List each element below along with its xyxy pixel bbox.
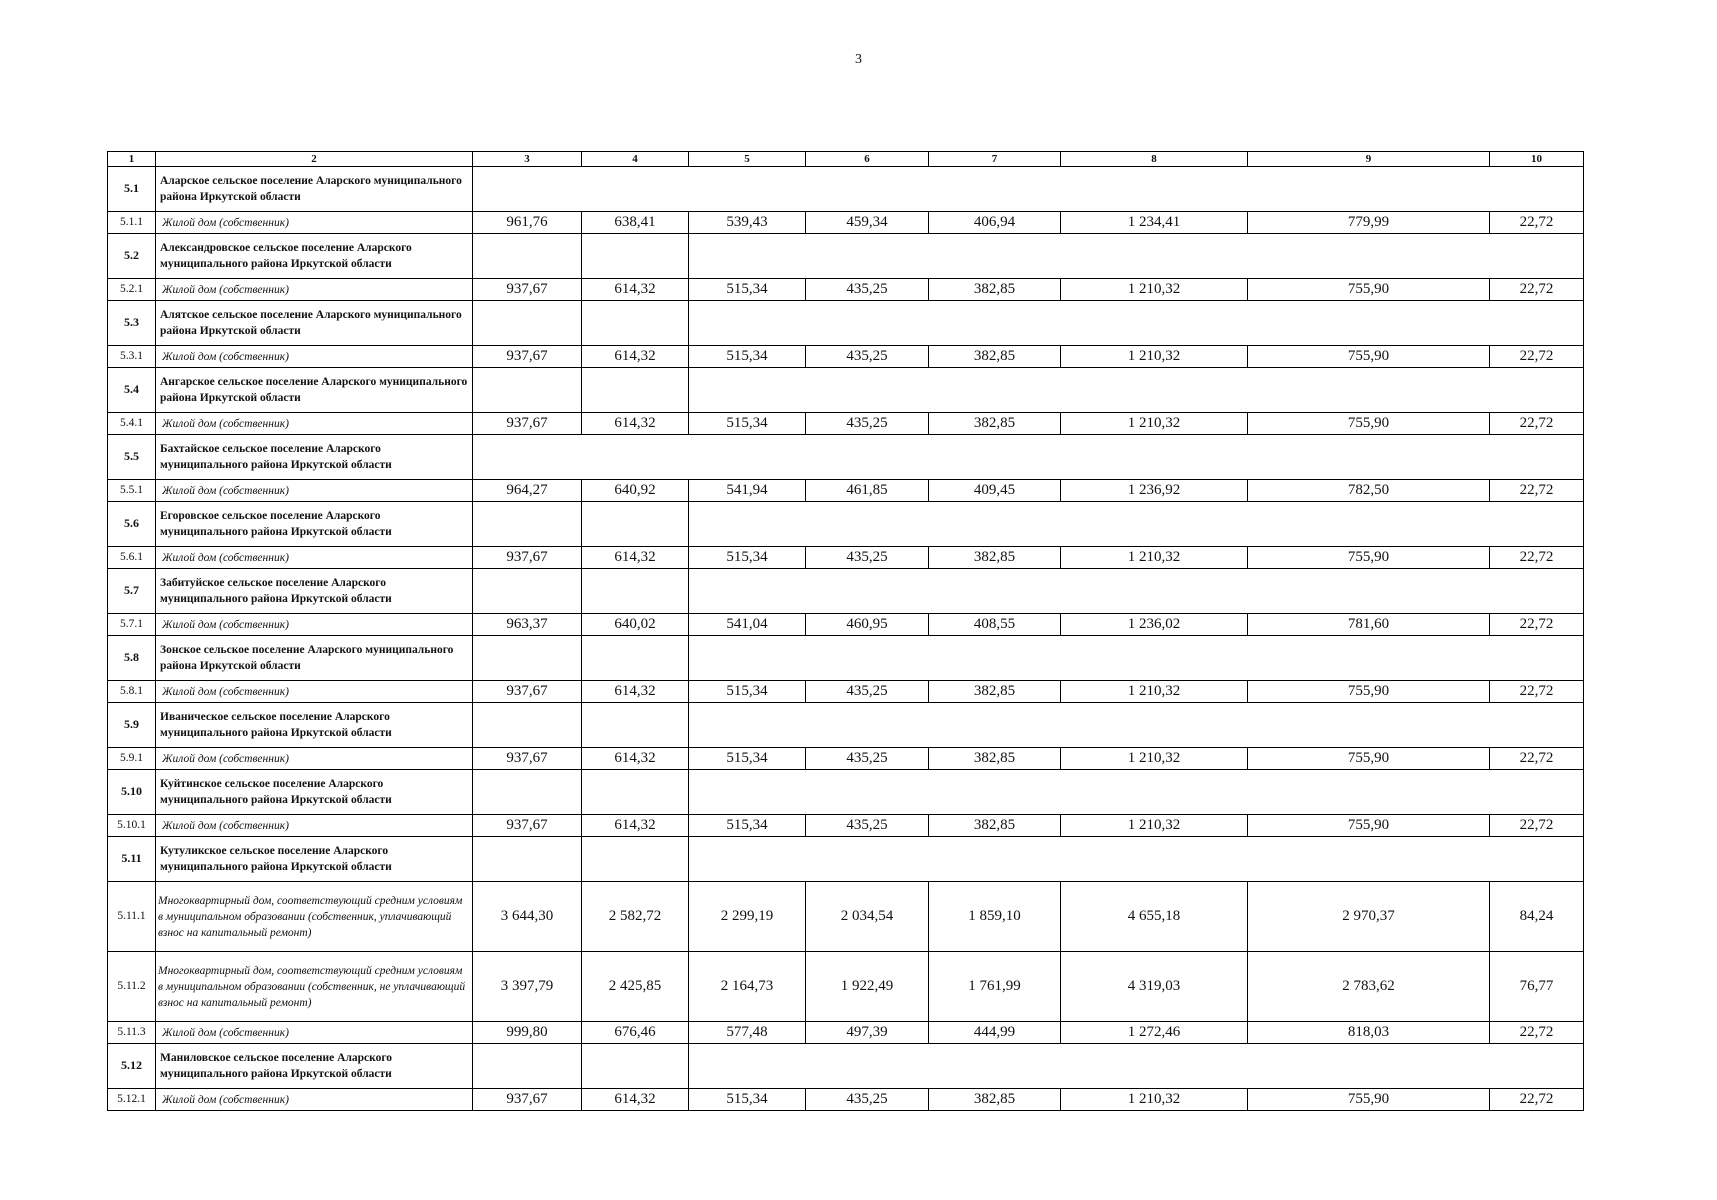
value-cell: 406,94	[929, 212, 1061, 234]
value-cell: 22,72	[1490, 681, 1584, 703]
value-cell: 461,85	[806, 480, 929, 502]
item-row	[108, 413, 1584, 435]
item-row	[108, 748, 1584, 770]
value-cell: 1 210,32	[1061, 1089, 1248, 1111]
value-cell: 22,72	[1490, 413, 1584, 435]
value-cell: 435,25	[806, 748, 929, 770]
item-title: Жилой дом (собственник)	[156, 748, 473, 770]
section-row	[108, 770, 1584, 815]
empty-cell	[582, 569, 689, 614]
value-cell: 435,25	[806, 279, 929, 301]
section-code: 5.3	[108, 301, 156, 346]
empty-cell	[582, 1044, 689, 1089]
value-cell: 755,90	[1248, 346, 1490, 368]
section-title: Александровское сельское поселение Аларского муниципального района Иркутской области	[156, 234, 473, 279]
section-row	[108, 435, 1584, 480]
section-title: Кутуликское сельское поселение Аларского муниципального района Иркутской области	[156, 837, 473, 882]
value-cell: 2 970,37	[1248, 882, 1490, 952]
value-cell: 937,67	[473, 1089, 582, 1111]
section-title: Иваническое сельское поселение Аларского муниципального района Иркутской области	[156, 703, 473, 748]
item-code: 5.11.1	[108, 882, 156, 952]
section-row	[108, 167, 1584, 212]
value-cell: 1 210,32	[1061, 413, 1248, 435]
value-cell: 937,67	[473, 748, 582, 770]
section-title: Маниловское сельское поселение Аларского муниципального района Иркутской области	[156, 1044, 473, 1089]
value-cell: 1 234,41	[1061, 212, 1248, 234]
value-cell: 614,32	[582, 547, 689, 569]
value-cell: 937,67	[473, 346, 582, 368]
value-cell: 577,48	[689, 1022, 806, 1044]
value-cell: 22,72	[1490, 815, 1584, 837]
value-cell: 541,04	[689, 614, 806, 636]
empty-cell	[689, 368, 1584, 413]
section-row	[108, 301, 1584, 346]
item-row	[108, 1022, 1584, 1044]
empty-cell	[582, 502, 689, 547]
item-title: Жилой дом (собственник)	[156, 1022, 473, 1044]
value-cell: 755,90	[1248, 1089, 1490, 1111]
item-row	[108, 212, 1584, 234]
value-cell: 76,77	[1490, 952, 1584, 1022]
value-cell: 541,94	[689, 480, 806, 502]
empty-cell	[582, 234, 689, 279]
value-cell: 964,27	[473, 480, 582, 502]
value-cell: 1 922,49	[806, 952, 929, 1022]
value-cell: 1 210,32	[1061, 279, 1248, 301]
item-row	[108, 346, 1584, 368]
empty-cell	[689, 837, 1584, 882]
value-cell: 755,90	[1248, 748, 1490, 770]
column-header: 7	[929, 152, 1061, 167]
value-cell: 1 210,32	[1061, 547, 1248, 569]
section-row	[108, 234, 1584, 279]
value-cell: 22,72	[1490, 279, 1584, 301]
section-title: Бахтайское сельское поселение Аларского муниципального района Иркутской области	[156, 435, 473, 480]
section-title: Егоровское сельское поселение Аларского муниципального района Иркутской области	[156, 502, 473, 547]
item-code: 5.11.3	[108, 1022, 156, 1044]
value-cell: 1 210,32	[1061, 748, 1248, 770]
section-code: 5.7	[108, 569, 156, 614]
value-cell: 382,85	[929, 1089, 1061, 1111]
item-code: 5.10.1	[108, 815, 156, 837]
item-code: 5.8.1	[108, 681, 156, 703]
value-cell: 515,34	[689, 279, 806, 301]
value-cell: 22,72	[1490, 346, 1584, 368]
item-row	[108, 279, 1584, 301]
value-cell: 755,90	[1248, 413, 1490, 435]
section-title: Аларское сельское поселение Аларского муниципального района Иркутской области	[156, 167, 473, 212]
value-cell: 818,03	[1248, 1022, 1490, 1044]
empty-cell	[582, 703, 689, 748]
section-code: 5.10	[108, 770, 156, 815]
value-cell: 640,02	[582, 614, 689, 636]
value-cell: 460,95	[806, 614, 929, 636]
tariff-table	[107, 151, 1584, 1111]
section-row	[108, 502, 1584, 547]
value-cell: 1 210,32	[1061, 681, 1248, 703]
empty-cell	[473, 837, 582, 882]
item-row	[108, 614, 1584, 636]
section-code: 5.5	[108, 435, 156, 480]
empty-cell	[473, 167, 1584, 212]
section-row	[108, 368, 1584, 413]
value-cell: 22,72	[1490, 748, 1584, 770]
item-title: Жилой дом (собственник)	[156, 212, 473, 234]
value-cell: 937,67	[473, 279, 582, 301]
value-cell: 515,34	[689, 815, 806, 837]
item-title: Жилой дом (собственник)	[156, 413, 473, 435]
value-cell: 614,32	[582, 346, 689, 368]
empty-cell	[473, 770, 582, 815]
empty-cell	[473, 368, 582, 413]
empty-cell	[582, 770, 689, 815]
value-cell: 382,85	[929, 681, 1061, 703]
value-cell: 937,67	[473, 547, 582, 569]
value-cell: 3 397,79	[473, 952, 582, 1022]
empty-cell	[582, 368, 689, 413]
value-cell: 382,85	[929, 748, 1061, 770]
value-cell: 382,85	[929, 413, 1061, 435]
value-cell: 1 761,99	[929, 952, 1061, 1022]
value-cell: 382,85	[929, 547, 1061, 569]
value-cell: 2 425,85	[582, 952, 689, 1022]
header-row	[108, 152, 1584, 167]
section-row	[108, 837, 1584, 882]
value-cell: 755,90	[1248, 681, 1490, 703]
value-cell: 382,85	[929, 346, 1061, 368]
value-cell: 515,34	[689, 748, 806, 770]
empty-cell	[689, 770, 1584, 815]
empty-cell	[473, 234, 582, 279]
value-cell: 444,99	[929, 1022, 1061, 1044]
value-cell: 937,67	[473, 681, 582, 703]
value-cell: 1 859,10	[929, 882, 1061, 952]
value-cell: 782,50	[1248, 480, 1490, 502]
value-cell: 3 644,30	[473, 882, 582, 952]
value-cell: 614,32	[582, 681, 689, 703]
column-header: 4	[582, 152, 689, 167]
empty-cell	[582, 301, 689, 346]
empty-cell	[473, 1044, 582, 1089]
value-cell: 539,43	[689, 212, 806, 234]
column-header: 1	[108, 152, 156, 167]
section-code: 5.4	[108, 368, 156, 413]
section-code: 5.2	[108, 234, 156, 279]
value-cell: 1 236,02	[1061, 614, 1248, 636]
empty-cell	[473, 435, 1584, 480]
value-cell: 779,99	[1248, 212, 1490, 234]
empty-cell	[689, 234, 1584, 279]
value-cell: 4 655,18	[1061, 882, 1248, 952]
value-cell: 515,34	[689, 413, 806, 435]
value-cell: 1 210,32	[1061, 346, 1248, 368]
section-row	[108, 1044, 1584, 1089]
value-cell: 640,92	[582, 480, 689, 502]
value-cell: 435,25	[806, 547, 929, 569]
item-code: 5.4.1	[108, 413, 156, 435]
value-cell: 937,67	[473, 413, 582, 435]
section-code: 5.8	[108, 636, 156, 681]
section-code: 5.12	[108, 1044, 156, 1089]
value-cell: 22,72	[1490, 212, 1584, 234]
value-cell: 22,72	[1490, 480, 1584, 502]
item-title: Жилой дом (собственник)	[156, 480, 473, 502]
item-row	[108, 882, 1584, 952]
item-code: 5.11.2	[108, 952, 156, 1022]
value-cell: 435,25	[806, 346, 929, 368]
value-cell: 638,41	[582, 212, 689, 234]
section-title: Куйтинское сельское поселение Аларского муниципального района Иркутской области	[156, 770, 473, 815]
empty-cell	[473, 301, 582, 346]
section-title: Забитуйское сельское поселение Аларского муниципального района Иркутской области	[156, 569, 473, 614]
item-row	[108, 952, 1584, 1022]
section-row	[108, 703, 1584, 748]
item-title: Жилой дом (собственник)	[156, 681, 473, 703]
value-cell: 435,25	[806, 681, 929, 703]
empty-cell	[689, 1044, 1584, 1089]
value-cell: 515,34	[689, 1089, 806, 1111]
value-cell: 1 210,32	[1061, 815, 1248, 837]
column-header: 2	[156, 152, 473, 167]
empty-cell	[689, 703, 1584, 748]
value-cell: 614,32	[582, 279, 689, 301]
column-header: 8	[1061, 152, 1248, 167]
value-cell: 2 034,54	[806, 882, 929, 952]
section-code: 5.6	[108, 502, 156, 547]
value-cell: 435,25	[806, 413, 929, 435]
value-cell: 515,34	[689, 681, 806, 703]
value-cell: 22,72	[1490, 614, 1584, 636]
section-title: Зонское сельское поселение Аларского муниципального района Иркутской области	[156, 636, 473, 681]
item-title: Жилой дом (собственник)	[156, 1089, 473, 1111]
empty-cell	[689, 569, 1584, 614]
value-cell: 515,34	[689, 346, 806, 368]
section-row	[108, 569, 1584, 614]
item-code: 5.2.1	[108, 279, 156, 301]
value-cell: 382,85	[929, 815, 1061, 837]
value-cell: 676,46	[582, 1022, 689, 1044]
value-cell: 2 299,19	[689, 882, 806, 952]
item-code: 5.7.1	[108, 614, 156, 636]
item-title: Жилой дом (собственник)	[156, 279, 473, 301]
item-code: 5.6.1	[108, 547, 156, 569]
value-cell: 515,34	[689, 547, 806, 569]
column-header: 6	[806, 152, 929, 167]
item-row	[108, 1089, 1584, 1111]
value-cell: 614,32	[582, 413, 689, 435]
page-number: 3	[855, 52, 862, 67]
value-cell: 963,37	[473, 614, 582, 636]
column-header: 9	[1248, 152, 1490, 167]
value-cell: 408,55	[929, 614, 1061, 636]
value-cell: 961,76	[473, 212, 582, 234]
value-cell: 614,32	[582, 1089, 689, 1111]
value-cell: 84,24	[1490, 882, 1584, 952]
column-header: 10	[1490, 152, 1584, 167]
section-code: 5.11	[108, 837, 156, 882]
section-title: Ангарское сельское поселение Аларского муниципального района Иркутской области	[156, 368, 473, 413]
item-title: Жилой дом (собственник)	[156, 346, 473, 368]
empty-cell	[582, 837, 689, 882]
value-cell: 755,90	[1248, 815, 1490, 837]
value-cell: 755,90	[1248, 547, 1490, 569]
empty-cell	[473, 569, 582, 614]
value-cell: 435,25	[806, 815, 929, 837]
value-cell: 497,39	[806, 1022, 929, 1044]
item-row	[108, 815, 1584, 837]
column-header: 5	[689, 152, 806, 167]
column-header: 3	[473, 152, 582, 167]
value-cell: 781,60	[1248, 614, 1490, 636]
empty-cell	[689, 301, 1584, 346]
value-cell: 409,45	[929, 480, 1061, 502]
section-code: 5.9	[108, 703, 156, 748]
value-cell: 4 319,03	[1061, 952, 1248, 1022]
value-cell: 937,67	[473, 815, 582, 837]
value-cell: 22,72	[1490, 1089, 1584, 1111]
item-code: 5.3.1	[108, 346, 156, 368]
value-cell: 22,72	[1490, 1022, 1584, 1044]
value-cell: 1 272,46	[1061, 1022, 1248, 1044]
value-cell: 382,85	[929, 279, 1061, 301]
item-title: Многоквартирный дом, соответствующий средним условиям в муниципальном образовании (собственник, не уплачивающий взнос на капитальный ремонт)	[156, 952, 473, 1022]
section-code: 5.1	[108, 167, 156, 212]
value-cell: 614,32	[582, 815, 689, 837]
item-row	[108, 681, 1584, 703]
item-title: Жилой дом (собственник)	[156, 547, 473, 569]
empty-cell	[473, 502, 582, 547]
empty-cell	[582, 636, 689, 681]
item-code: 5.12.1	[108, 1089, 156, 1111]
empty-cell	[689, 502, 1584, 547]
item-title: Многоквартирный дом, соответствующий средним условиям в муниципальном образовании (собственник, уплачивающий взнос на капитальный ремонт)	[156, 882, 473, 952]
value-cell: 459,34	[806, 212, 929, 234]
value-cell: 999,80	[473, 1022, 582, 1044]
item-row	[108, 547, 1584, 569]
value-cell: 614,32	[582, 748, 689, 770]
value-cell: 755,90	[1248, 279, 1490, 301]
value-cell: 2 783,62	[1248, 952, 1490, 1022]
item-title: Жилой дом (собственник)	[156, 614, 473, 636]
item-title: Жилой дом (собственник)	[156, 815, 473, 837]
empty-cell	[473, 636, 582, 681]
value-cell: 1 236,92	[1061, 480, 1248, 502]
section-title: Алятское сельское поселение Аларского муниципального района Иркутской области	[156, 301, 473, 346]
value-cell: 2 164,73	[689, 952, 806, 1022]
section-row	[108, 636, 1584, 681]
item-code: 5.5.1	[108, 480, 156, 502]
item-code: 5.1.1	[108, 212, 156, 234]
empty-cell	[473, 703, 582, 748]
value-cell: 435,25	[806, 1089, 929, 1111]
value-cell: 22,72	[1490, 547, 1584, 569]
item-row	[108, 480, 1584, 502]
empty-cell	[689, 636, 1584, 681]
item-code: 5.9.1	[108, 748, 156, 770]
value-cell: 2 582,72	[582, 882, 689, 952]
